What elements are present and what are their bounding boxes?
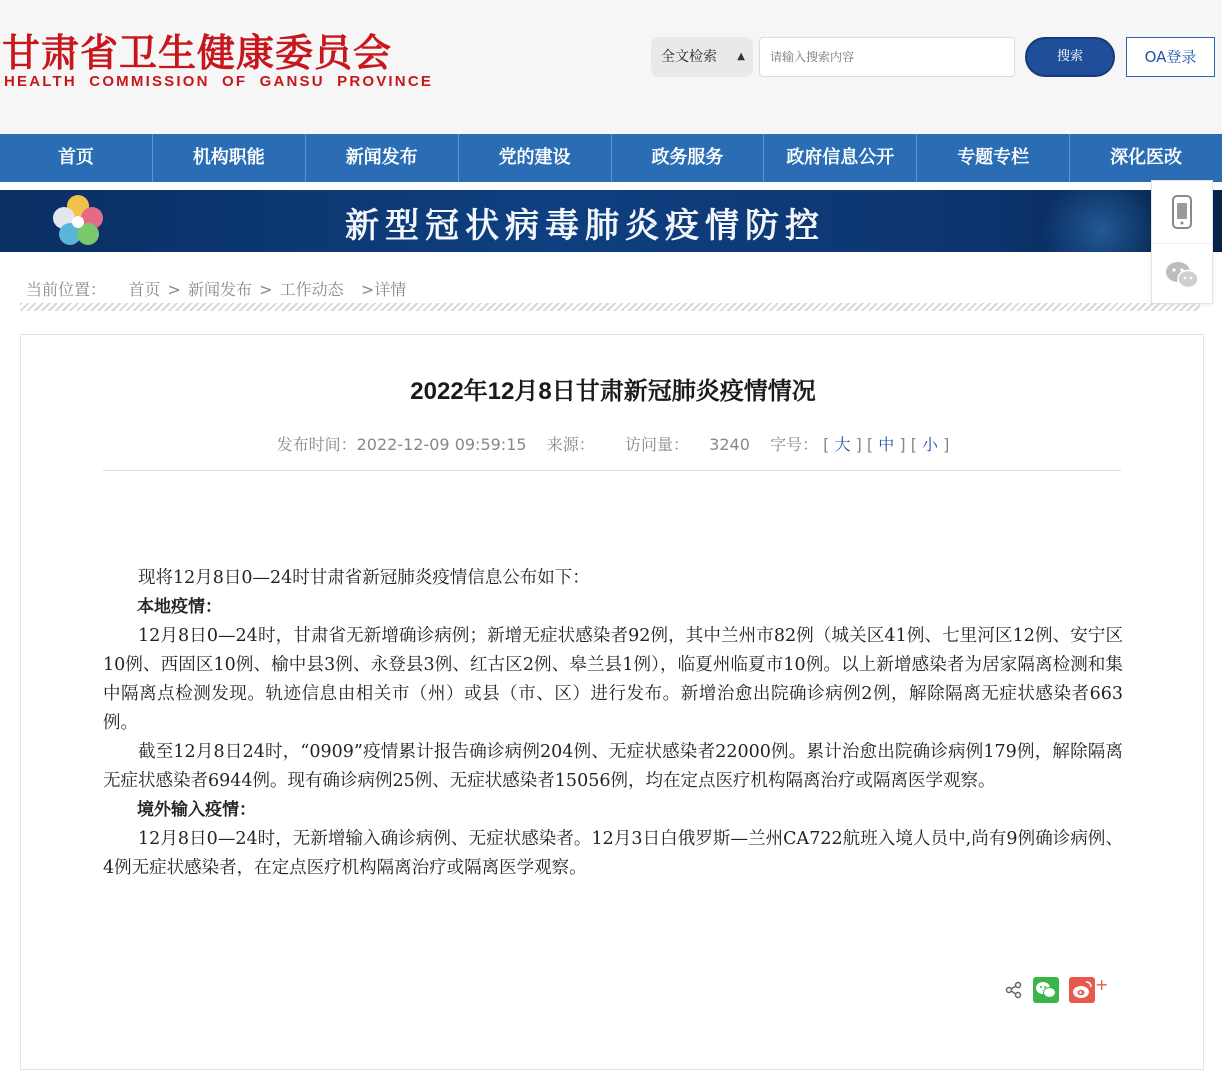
views-count: 3240 bbox=[709, 435, 750, 454]
article-paragraph: 现将12月8日0—24时甘肃省新冠肺炎疫情信息公布如下： bbox=[138, 568, 590, 588]
side-tool-wechat[interactable] bbox=[1152, 243, 1212, 305]
share-icon[interactable] bbox=[1005, 981, 1023, 999]
phone-icon bbox=[1171, 195, 1193, 229]
article-container bbox=[20, 334, 1204, 1070]
flower-logo-icon bbox=[42, 192, 114, 250]
nav-item-functions[interactable]: 机构职能 bbox=[153, 134, 306, 182]
main-nav bbox=[0, 134, 1222, 182]
nav-item-party[interactable]: 党的建设 bbox=[459, 134, 612, 182]
font-size-medium-link[interactable]: 中 bbox=[878, 435, 895, 454]
breadcrumb-home[interactable]: 首页 bbox=[128, 280, 161, 299]
font-size-label: 字号： bbox=[770, 435, 819, 454]
share-bar bbox=[1005, 975, 1118, 1005]
font-size-large-link[interactable]: 大 bbox=[834, 435, 851, 454]
source-label: 来源： bbox=[546, 435, 595, 454]
nav-item-news[interactable]: 新闻发布 bbox=[306, 134, 459, 182]
article-paragraph: 12月8日0—24时，甘肃省无新增确诊病例；新增无症状感染者92例，其中兰州市82例（城关区41例、七里河区12例、安宁区10例、西固区10例、榆中县3例、永登县3例、红古区2例、皋兰县1例），临夏州临夏市10例。以上新增感染者为居家隔离检测和集中隔离点检测发现。轨迹信息由相关市（州）或县（市、区）进行发布。新增治愈出院确诊病例2例，解除隔离无症状感染者663例。 bbox=[103, 626, 1123, 733]
breadcrumb-label: 当前位置： bbox=[26, 280, 107, 299]
banner-glow bbox=[1042, 190, 1162, 252]
article-paragraph: 12月8日0—24时，无新增输入确诊病例、无症状感染者。12月3日白俄罗斯—兰州CA722航班入境人员中,尚有9例确诊病例、4例无症状感染者，在定点医疗机构隔离治疗或隔离医学观察。 bbox=[103, 829, 1123, 878]
nav-item-info-disclosure[interactable]: 政府信息公开 bbox=[764, 134, 917, 182]
breadcrumb-news[interactable]: 新闻发布 bbox=[187, 280, 252, 299]
banner-title: 新型冠状病毒肺炎疫情防控 bbox=[345, 206, 825, 246]
search-button[interactable]: 搜索 bbox=[1025, 37, 1115, 77]
section-heading-local: 本地疫情： bbox=[137, 597, 222, 617]
breadcrumb-detail: >详情 bbox=[360, 280, 407, 299]
site-logo-cn[interactable]: 甘肃省卫生健康委员会 bbox=[2, 31, 393, 75]
side-toolbar bbox=[1151, 180, 1213, 304]
weibo-share-icon[interactable] bbox=[1069, 977, 1095, 1003]
nav-item-home[interactable]: 首页 bbox=[0, 134, 153, 182]
site-logo-en: HEALTH COMMISSION OF GANSU PROVINCE bbox=[4, 73, 434, 90]
side-tool-mobile[interactable] bbox=[1152, 181, 1212, 243]
breadcrumb-separator: > bbox=[167, 280, 181, 299]
search-scope-label: 全文检索 bbox=[661, 49, 717, 65]
nav-item-services[interactable]: 政务服务 bbox=[612, 134, 765, 182]
site-header bbox=[0, 0, 1222, 134]
search-scope-select[interactable] bbox=[651, 37, 753, 77]
search-input[interactable] bbox=[759, 37, 1015, 77]
publish-time: 2022-12-09 09:59:15 bbox=[356, 435, 527, 454]
wechat-share-icon[interactable] bbox=[1033, 977, 1059, 1003]
nav-item-topics[interactable]: 专题专栏 bbox=[917, 134, 1070, 182]
section-heading-imported: 境外输入疫情： bbox=[137, 800, 256, 820]
article-paragraph: 截至12月8日24时，“0909”疫情累计报告确诊病例204例、无症状感染者22000例。累计治愈出院确诊病例179例，解除隔离无症状感染者6944例。现有确诊病例25例、无症状感染者15056例，均在定点医疗机构隔离治疗或隔离医学观察。 bbox=[103, 742, 1123, 791]
views-label: 访问量： bbox=[624, 435, 689, 454]
article-body bbox=[103, 564, 1123, 883]
article-meta: 发布时间：2022-12-09 09:59:15 来源： 访问量： 3240 字号： [ 大 ] [ 中 ] [ 小 ] bbox=[276, 435, 950, 454]
font-size-small-link[interactable]: 小 bbox=[922, 435, 939, 454]
chevron-updown-icon: ▲ bbox=[737, 51, 745, 62]
publish-time-label: 发布时间： bbox=[276, 435, 357, 454]
breadcrumb-divider bbox=[20, 303, 1200, 311]
breadcrumb-work-updates[interactable]: 工作动态 bbox=[279, 280, 344, 299]
wechat-icon bbox=[1164, 260, 1200, 290]
breadcrumb bbox=[26, 277, 408, 300]
oa-login-button[interactable]: OA登录 bbox=[1126, 37, 1215, 77]
meta-divider bbox=[103, 470, 1121, 471]
more-share-icon[interactable]: + bbox=[1095, 974, 1109, 994]
covid-banner[interactable] bbox=[0, 190, 1222, 252]
article-title: 2022年12月8日甘肃新冠肺炎疫情情况 bbox=[410, 378, 816, 405]
nav-item-reform[interactable]: 深化医改 bbox=[1110, 147, 1183, 168]
breadcrumb-separator: > bbox=[259, 280, 273, 299]
